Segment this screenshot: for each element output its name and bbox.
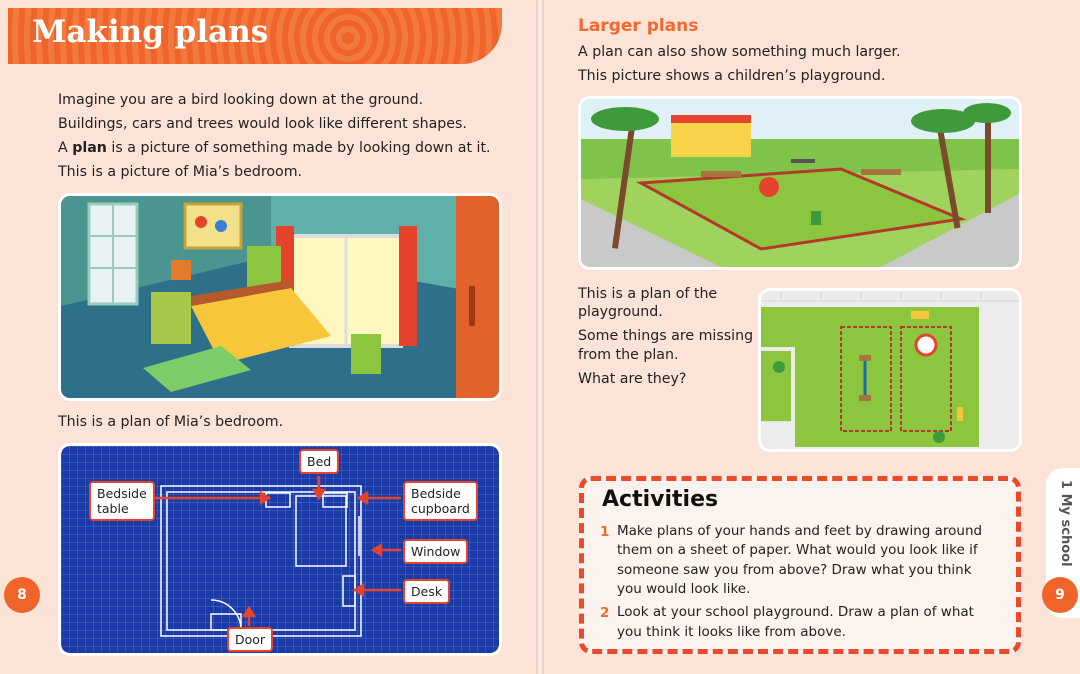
playground-plan-line-4: from the plan. xyxy=(578,347,679,363)
activity-2-number: 2 xyxy=(600,605,610,621)
plan-definition: A plan is a picture of something made by looking down at it. xyxy=(58,140,491,156)
playground-plan-line-1: This is a plan of the xyxy=(578,286,718,302)
activity-1-line-1: Make plans of your hands and feet by drawing around xyxy=(617,523,983,539)
label-bedside-table: Bedside table xyxy=(89,481,155,521)
plan-caption: This is a plan of Mia’s bedroom. xyxy=(58,414,284,430)
intro-line-2: Buildings, cars and trees would look like different shapes. xyxy=(58,116,467,132)
intro-line-1: Imagine you are a bird looking down at the ground. xyxy=(58,92,424,108)
playground-plan-line-2: playground. xyxy=(578,304,663,320)
label-door: Door xyxy=(227,627,273,652)
bedroom-illustration xyxy=(58,193,502,401)
activity-1-line-2: them on a sheet of paper. What would you look like if xyxy=(617,542,978,558)
activity-1-line-4: you would look like. xyxy=(617,581,751,597)
book-spine xyxy=(536,0,544,674)
activities-box xyxy=(579,476,1021,654)
bedroom-caption: This is a picture of Mia’s bedroom. xyxy=(58,164,303,180)
label-bed: Bed xyxy=(299,449,339,474)
activity-1-line-3: someone saw you from above? Draw what you think xyxy=(617,562,972,578)
larger-plans-heading: Larger plans xyxy=(578,16,699,36)
activity-2-line-2: you think it looks like from above. xyxy=(617,624,846,640)
playground-plan xyxy=(758,288,1022,452)
playground-illustration xyxy=(578,96,1022,270)
label-bedside-cupboard: Bedside cupboard xyxy=(403,481,478,521)
plan-term: plan xyxy=(72,140,107,156)
label-desk: Desk xyxy=(403,579,450,604)
playground-plan-line-5: What are they? xyxy=(578,371,687,387)
activity-1-number: 1 xyxy=(600,524,610,540)
larger-line-2: This picture shows a children’s playground. xyxy=(578,68,886,84)
bedroom-plan-blueprint xyxy=(58,443,502,656)
label-window: Window xyxy=(403,539,468,564)
page-number-right: 9 xyxy=(1042,577,1078,613)
larger-line-1: A plan can also show something much larger. xyxy=(578,44,901,60)
activities-title: Activities xyxy=(602,487,719,512)
page-number-left: 8 xyxy=(4,577,40,613)
page-title: Making plans xyxy=(32,14,269,50)
playground-plan-line-3: Some things are missing xyxy=(578,328,754,344)
chapter-side-tab-label: 1 My school xyxy=(1058,480,1073,567)
activity-2-line-1: Look at your school playground. Draw a plan of what xyxy=(617,604,974,620)
